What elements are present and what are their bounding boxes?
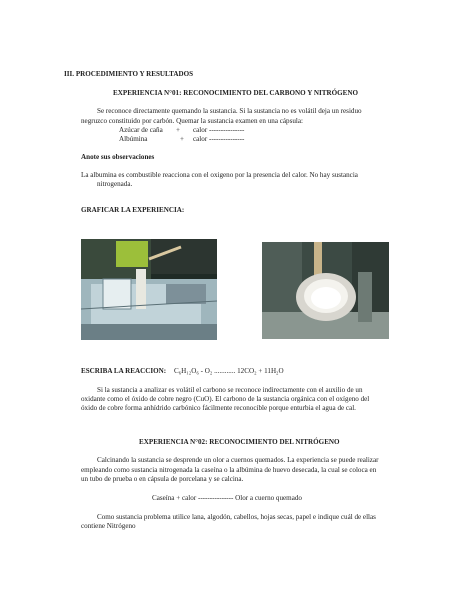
observations-heading: Anote sus observaciones (81, 153, 155, 161)
reaction-para-line1: Si la sustancia a analizar es volátil el carbono se reconoce indirectamente con el auxilio de un (97, 386, 363, 394)
exp1-row2-op: + (180, 135, 185, 143)
exp1-row1-item: Azúcar de caña (119, 126, 163, 134)
exp1-row2-result: calor --------------- (193, 135, 245, 143)
graph-heading: GRAFICAR LA EXPERIENCIA: (81, 206, 185, 214)
exp2-title: EXPERIENCIA N°02: RECONOCIMIENTO DEL NITRÓGENO (139, 438, 340, 446)
exp1-row1-result: calor --------------- (193, 126, 245, 134)
exp2-para-line1: Calcinando la sustancia se desprende un olor a cuernos quemados. La experiencia se puede realizar (97, 456, 379, 464)
lab-photo-glassware (81, 239, 217, 340)
reaction-label: ESCRIBA LA REACCION: (81, 367, 167, 375)
reaction-para-line2: oxidante como el óxido de cobre negro (CuO). El carbono de la sustancia orgánica con el oxígeno del (81, 395, 370, 403)
exp2-final-line1: Como sustancia problema utilice lana, algodón, cabellos, hojas secas, papel e indique cuál de ellas (97, 513, 376, 521)
lab-photo-capsule (262, 242, 389, 339)
exp1-para-line1: Se reconoce directamente quemando la sustancia. Si la sustancia no es volátil deja un residuo (97, 107, 362, 115)
exp1-title: EXPERIENCIA N°01: RECONOCIMIENTO DEL CARBONO Y NITRÓGENO (113, 89, 358, 97)
exp2-para-line3: un tubo de prueba o en cápsula de porcelana y se calcina. (81, 475, 244, 483)
exp2-equation: Caseína + calor --------------- Olor a cuerno quemado (152, 494, 302, 502)
reaction-line (81, 367, 284, 377)
observation-line1: La albumina es combustible reacciona con el oxigeno por la presencia del calor. No hay sustancia (81, 171, 358, 179)
observation-line2: nitrogenada. (97, 180, 133, 188)
exp2-final-line2: contiene Nitrógeno (81, 522, 136, 530)
exp1-row1-op: + (176, 126, 181, 134)
exp2-para-line2: empleando como sustancia nitrogenada la caseína o la albúmina de huevo desecada, la cual se coloca en (81, 466, 377, 474)
exp1-para-line2: negruzco constituido por carbón. Quemar la sustancia examen en una cápsula: (81, 117, 303, 125)
reaction-formula: C₆H₁₂O₆ - O₂ ............ 12CO₂ + 11H₂O (173, 367, 284, 375)
reaction-para-line3: óxido de cobre forma anhídrido carbónico fácilmente reconocible porque enturbia el agua de cal. (81, 404, 356, 412)
exp1-row2-item: Albúmina (119, 135, 148, 143)
section-heading: III. PROCEDIMIENTO Y RESULTADOS (64, 70, 194, 78)
